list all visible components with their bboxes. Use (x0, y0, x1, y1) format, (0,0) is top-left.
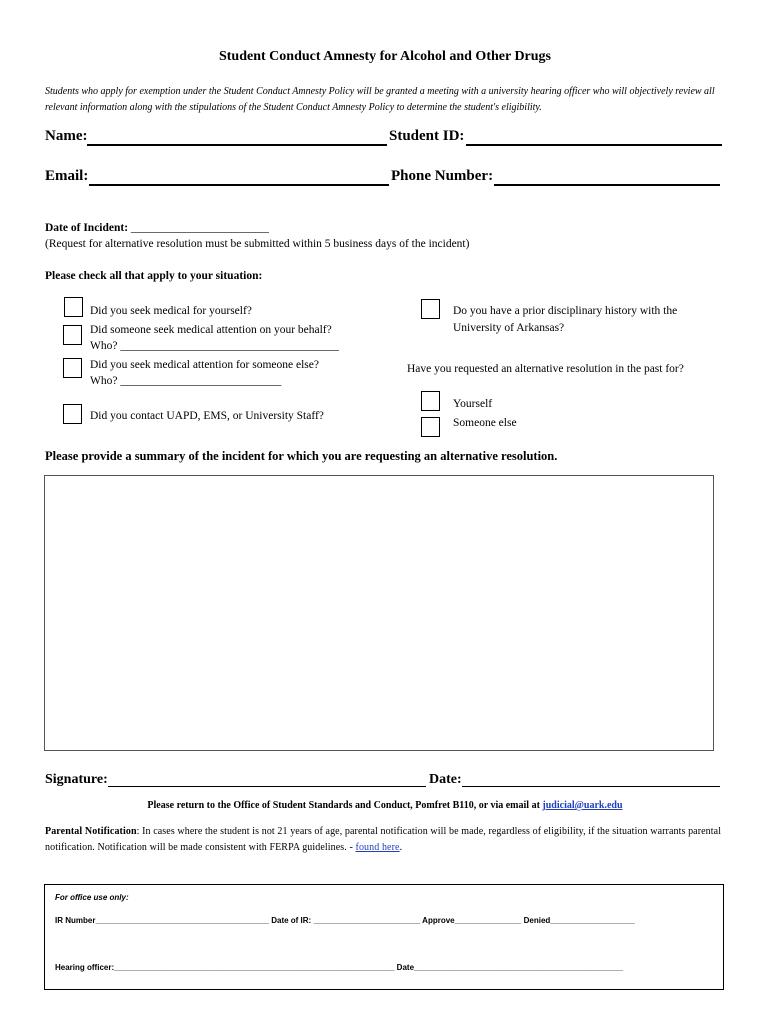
ferpa-found-here-link[interactable]: found here (355, 842, 400, 853)
parental-notification-label: Parental Notification (45, 826, 137, 837)
office-row-ir (55, 916, 635, 925)
checkbox-contact-staff[interactable] (63, 404, 82, 424)
yourself-label: Yourself (453, 398, 493, 410)
date-of-incident (45, 220, 269, 236)
medical-self-label: Did you seek medical for yourself? (90, 305, 252, 317)
document-title: Student Conduct Amnesty for Alcohol and Other Drugs (218, 49, 552, 64)
parental-notification (45, 824, 725, 856)
office-date-field[interactable]: _______________________________________________ (414, 963, 624, 972)
medical-behalf-label: Did someone seek medical attention on your behalf? (90, 324, 332, 336)
checkbox-medical-else[interactable] (63, 358, 82, 378)
name-field[interactable] (87, 144, 387, 146)
name-label: Name: (45, 128, 88, 144)
parental-notification-end: . (399, 842, 403, 853)
student-id-label: Student ID: (389, 128, 465, 144)
past-resolution-question: Have you requested an alternative resolution in the past for? (407, 363, 684, 375)
email-label: Email: (45, 168, 89, 184)
hearing-officer-label: Hearing officer: (55, 963, 115, 972)
date-of-ir-label: Date of IR: (271, 916, 312, 925)
approve-field[interactable]: _______________ (454, 916, 522, 925)
prior-history-label-line1: Do you have a prior disciplinary history with the (453, 305, 678, 317)
judicial-email-link[interactable]: judicial@uark.edu (542, 800, 623, 811)
intro-paragraph: Students who apply for exemption under the Student Conduct Amnesty Policy will be granted a meeting with a university hearing officer who will objectively review all relevant information along with the stipulations of the Student Conduct Amnesty Policy to determine the student's eligibility. (45, 86, 715, 113)
contact-staff-label: Did you contact UAPD, EMS, or University Staff? (90, 410, 324, 422)
office-use-heading: For office use only: (55, 893, 129, 902)
summary-textarea[interactable] (44, 475, 714, 751)
denied-label: Denied (523, 916, 551, 925)
checklist-heading: Please check all that apply to your situation: (45, 270, 263, 282)
date-of-incident-label: Date of Incident: (45, 222, 129, 234)
medical-behalf-who-field[interactable]: Who? ______________________________________ (90, 340, 339, 352)
checkbox-medical-behalf[interactable] (63, 325, 82, 345)
someone-else-label: Someone else (453, 417, 517, 429)
hearing-officer-field[interactable]: _______________________________________________________________ (114, 963, 395, 972)
incident-deadline-note: (Request for alternative resolution must be submitted within 5 business days of the incident) (45, 238, 470, 250)
date-of-incident-field[interactable]: ________________________ (130, 222, 269, 234)
signature-field[interactable] (108, 786, 426, 787)
student-id-field[interactable] (466, 144, 722, 146)
signature-date-label: Date: (429, 772, 462, 787)
parental-notification-text: : In cases where the student is not 21 years of age, parental notification will be made, regardless of eligibility, if the situation warrants parental notification. Notification will be made consistent with FERPA guidelines. - (45, 826, 722, 853)
office-row-hearing (55, 963, 623, 972)
ir-number-label: IR Number (55, 916, 96, 925)
phone-field[interactable] (494, 184, 720, 186)
prior-history-label-line2: University of Arkansas? (453, 322, 565, 334)
ir-number-field[interactable]: _______________________________________ (95, 916, 269, 925)
office-use-box (44, 884, 724, 990)
denied-field[interactable]: ___________________ (550, 916, 635, 925)
signature-label: Signature: (45, 772, 108, 787)
office-date-label: Date (396, 963, 415, 972)
checkbox-someone-else[interactable] (421, 417, 440, 437)
phone-label: Phone Number: (391, 168, 494, 184)
medical-else-label: Did you seek medical attention for someone else? (90, 359, 319, 371)
return-instructions-text: Please return to the Office of Student Standards and Conduct, Pomfret B110, or via email at (147, 800, 543, 811)
return-instructions (0, 800, 770, 811)
checkbox-yourself[interactable] (421, 391, 440, 411)
signature-date-field[interactable] (462, 786, 720, 787)
checkbox-medical-self[interactable] (64, 297, 83, 317)
checkbox-prior-history[interactable] (421, 299, 440, 319)
email-field[interactable] (89, 184, 389, 186)
summary-heading: Please provide a summary of the incident for which you are requesting an alternative resolution. (45, 449, 558, 463)
date-of-ir-field[interactable]: ________________________ (313, 916, 421, 925)
approve-label: Approve (422, 916, 455, 925)
medical-else-who-field[interactable]: Who? ____________________________ (90, 375, 282, 387)
